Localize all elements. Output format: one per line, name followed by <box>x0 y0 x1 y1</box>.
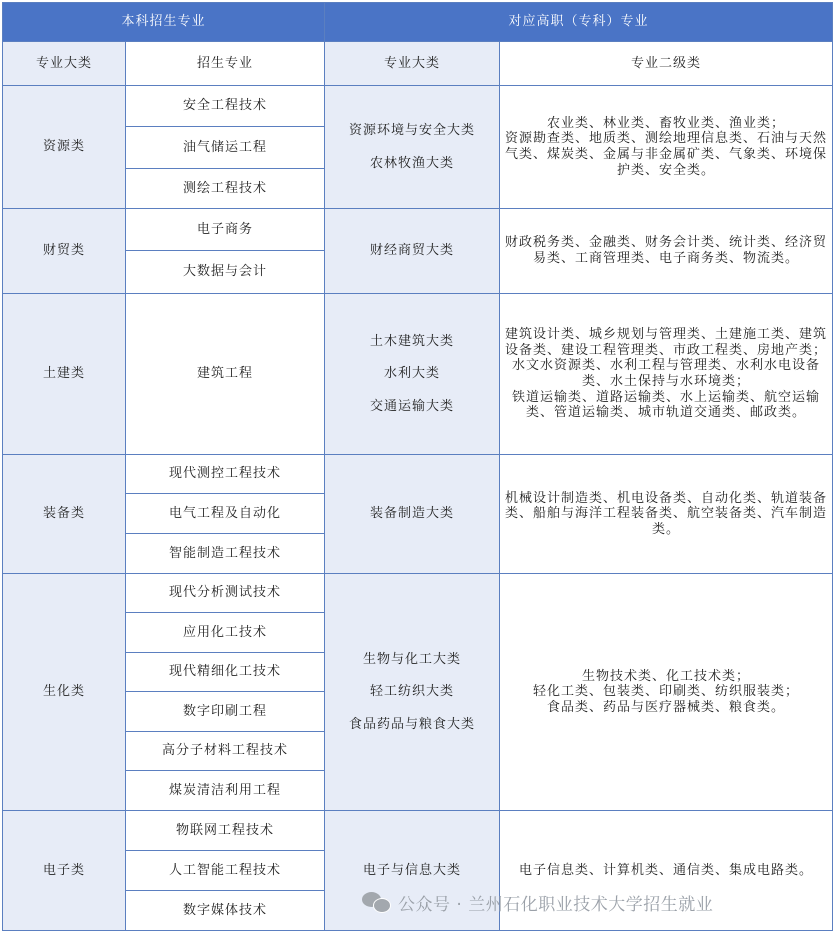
category-cell: 装备类 <box>3 455 126 574</box>
major-cell: 现代测控工程技术 <box>126 455 325 494</box>
subclass-cell <box>500 86 833 209</box>
major-cell: 高分子材料工程技术 <box>126 732 325 771</box>
hv-category-item: 食品药品与粮食大类 <box>349 716 476 732</box>
hv-category-item: 生物与化工大类 <box>363 651 462 667</box>
major-cell: 油气储运工程 <box>126 127 325 169</box>
hv-category-item: 土木建筑大类 <box>370 333 455 349</box>
header-undergraduate: 本科招生专业 <box>3 3 325 42</box>
category-cell: 土建类 <box>3 294 126 455</box>
wechat-icon <box>362 891 390 913</box>
hv-category-cell <box>325 294 500 455</box>
subclass-text: 农业类、林业类、畜牧业类、渔业类； <box>547 115 786 131</box>
subclass-text: 生物技术类、化工技术类； <box>582 668 751 684</box>
subclass-text: 建筑设计类、城乡规划与管理类、土建施工类、建筑设备类、建设工程管理类、市政工程类、房地产类； <box>505 327 828 358</box>
subclass-cell <box>500 455 833 574</box>
table-row <box>3 209 833 251</box>
hv-category-item: 资源环境与安全大类 <box>349 122 476 138</box>
major-cell: 测绘工程技术 <box>126 169 325 209</box>
major-cell: 人工智能工程技术 <box>126 851 325 891</box>
category-cell: 财贸类 <box>3 209 126 294</box>
major-cell: 煤炭清洁利用工程 <box>126 771 325 811</box>
hv-category-cell <box>325 86 500 209</box>
subclass-text: 食品类、药品与医疗器械类、粮食类。 <box>547 699 786 715</box>
header-higher-vocational: 对应高职（专科）专业 <box>325 3 833 42</box>
table-row <box>3 811 833 851</box>
category-cell: 资源类 <box>3 86 126 209</box>
table-subheader-row <box>3 42 833 86</box>
hv-category-item: 农林牧渔大类 <box>370 155 455 171</box>
category-cell: 电子类 <box>3 811 126 931</box>
major-cell: 现代分析测试技术 <box>126 574 325 613</box>
major-cell: 数字媒体技术 <box>126 891 325 931</box>
major-cell: 安全工程技术 <box>126 86 325 127</box>
table-header-row <box>3 3 833 42</box>
subclass-text: 水文水资源类、水利工程与管理类、水利水电设备类、水土保持与水环境类； <box>512 358 821 389</box>
table-row <box>3 574 833 613</box>
watermark <box>362 888 713 916</box>
watermark-text: 公众号 · 兰州石化职业技术大学招生就业 <box>398 894 714 915</box>
subheader-major: 招生专业 <box>126 42 325 86</box>
major-cell: 数字印刷工程 <box>126 692 325 732</box>
hv-category-item: 装备制造大类 <box>370 506 455 522</box>
subclass-text: 资源勘查类、地质类、测绘地理信息类、石油与天然气类、煤炭类、金属与非金属矿类、气象类、环境保护类、安全类。 <box>505 131 828 178</box>
hv-category-item: 水利大类 <box>384 366 441 382</box>
subheader-subclass: 专业二级类 <box>500 42 833 86</box>
table-row <box>3 86 833 127</box>
category-cell: 生化类 <box>3 574 126 811</box>
major-cell: 大数据与会计 <box>126 251 325 294</box>
table-row <box>3 455 833 494</box>
subclass-text: 铁道运输类、道路运输类、水上运输类、航空运输类、管道运输类、城市轨道交通类、邮政类。 <box>512 389 821 421</box>
hv-category-item: 财经商贸大类 <box>370 243 455 259</box>
major-cell: 应用化工技术 <box>126 613 325 653</box>
hv-category-cell <box>325 455 500 574</box>
majors-table <box>2 2 833 931</box>
subclass-text: 电子信息类、计算机类、通信类、集成电路类。 <box>519 862 814 878</box>
hv-category-item: 电子与信息大类 <box>363 862 462 878</box>
subclass-cell <box>500 294 833 455</box>
major-cell: 建筑工程 <box>126 294 325 455</box>
subclass-text: 机械设计制造类、机电设备类、自动化类、轨道装备类、船舶与海洋工程装备类、航空装备类、汽车制造类。 <box>505 490 828 537</box>
subclass-cell <box>500 574 833 811</box>
major-cell: 电子商务 <box>126 209 325 251</box>
major-cell: 现代精细化工技术 <box>126 653 325 692</box>
table-row <box>3 294 833 455</box>
subclass-text: 财政税务类、金融类、财务会计类、统计类、经济贸易类、工商管理类、电子商务类、物流类。 <box>505 235 828 266</box>
hv-category-cell <box>325 209 500 294</box>
subheader-category: 专业大类 <box>3 42 126 86</box>
hv-category-item: 交通运输大类 <box>370 398 455 414</box>
subclass-cell <box>500 209 833 294</box>
subclass-text: 轻化工类、包装类、印刷类、纺织服装类； <box>533 684 800 700</box>
hv-category-cell <box>325 574 500 811</box>
major-cell: 电气工程及自动化 <box>126 494 325 534</box>
major-cell: 智能制造工程技术 <box>126 534 325 574</box>
major-cell: 物联网工程技术 <box>126 811 325 851</box>
hv-category-item: 轻工纺织大类 <box>370 684 455 700</box>
subheader-hv-category: 专业大类 <box>325 42 500 86</box>
